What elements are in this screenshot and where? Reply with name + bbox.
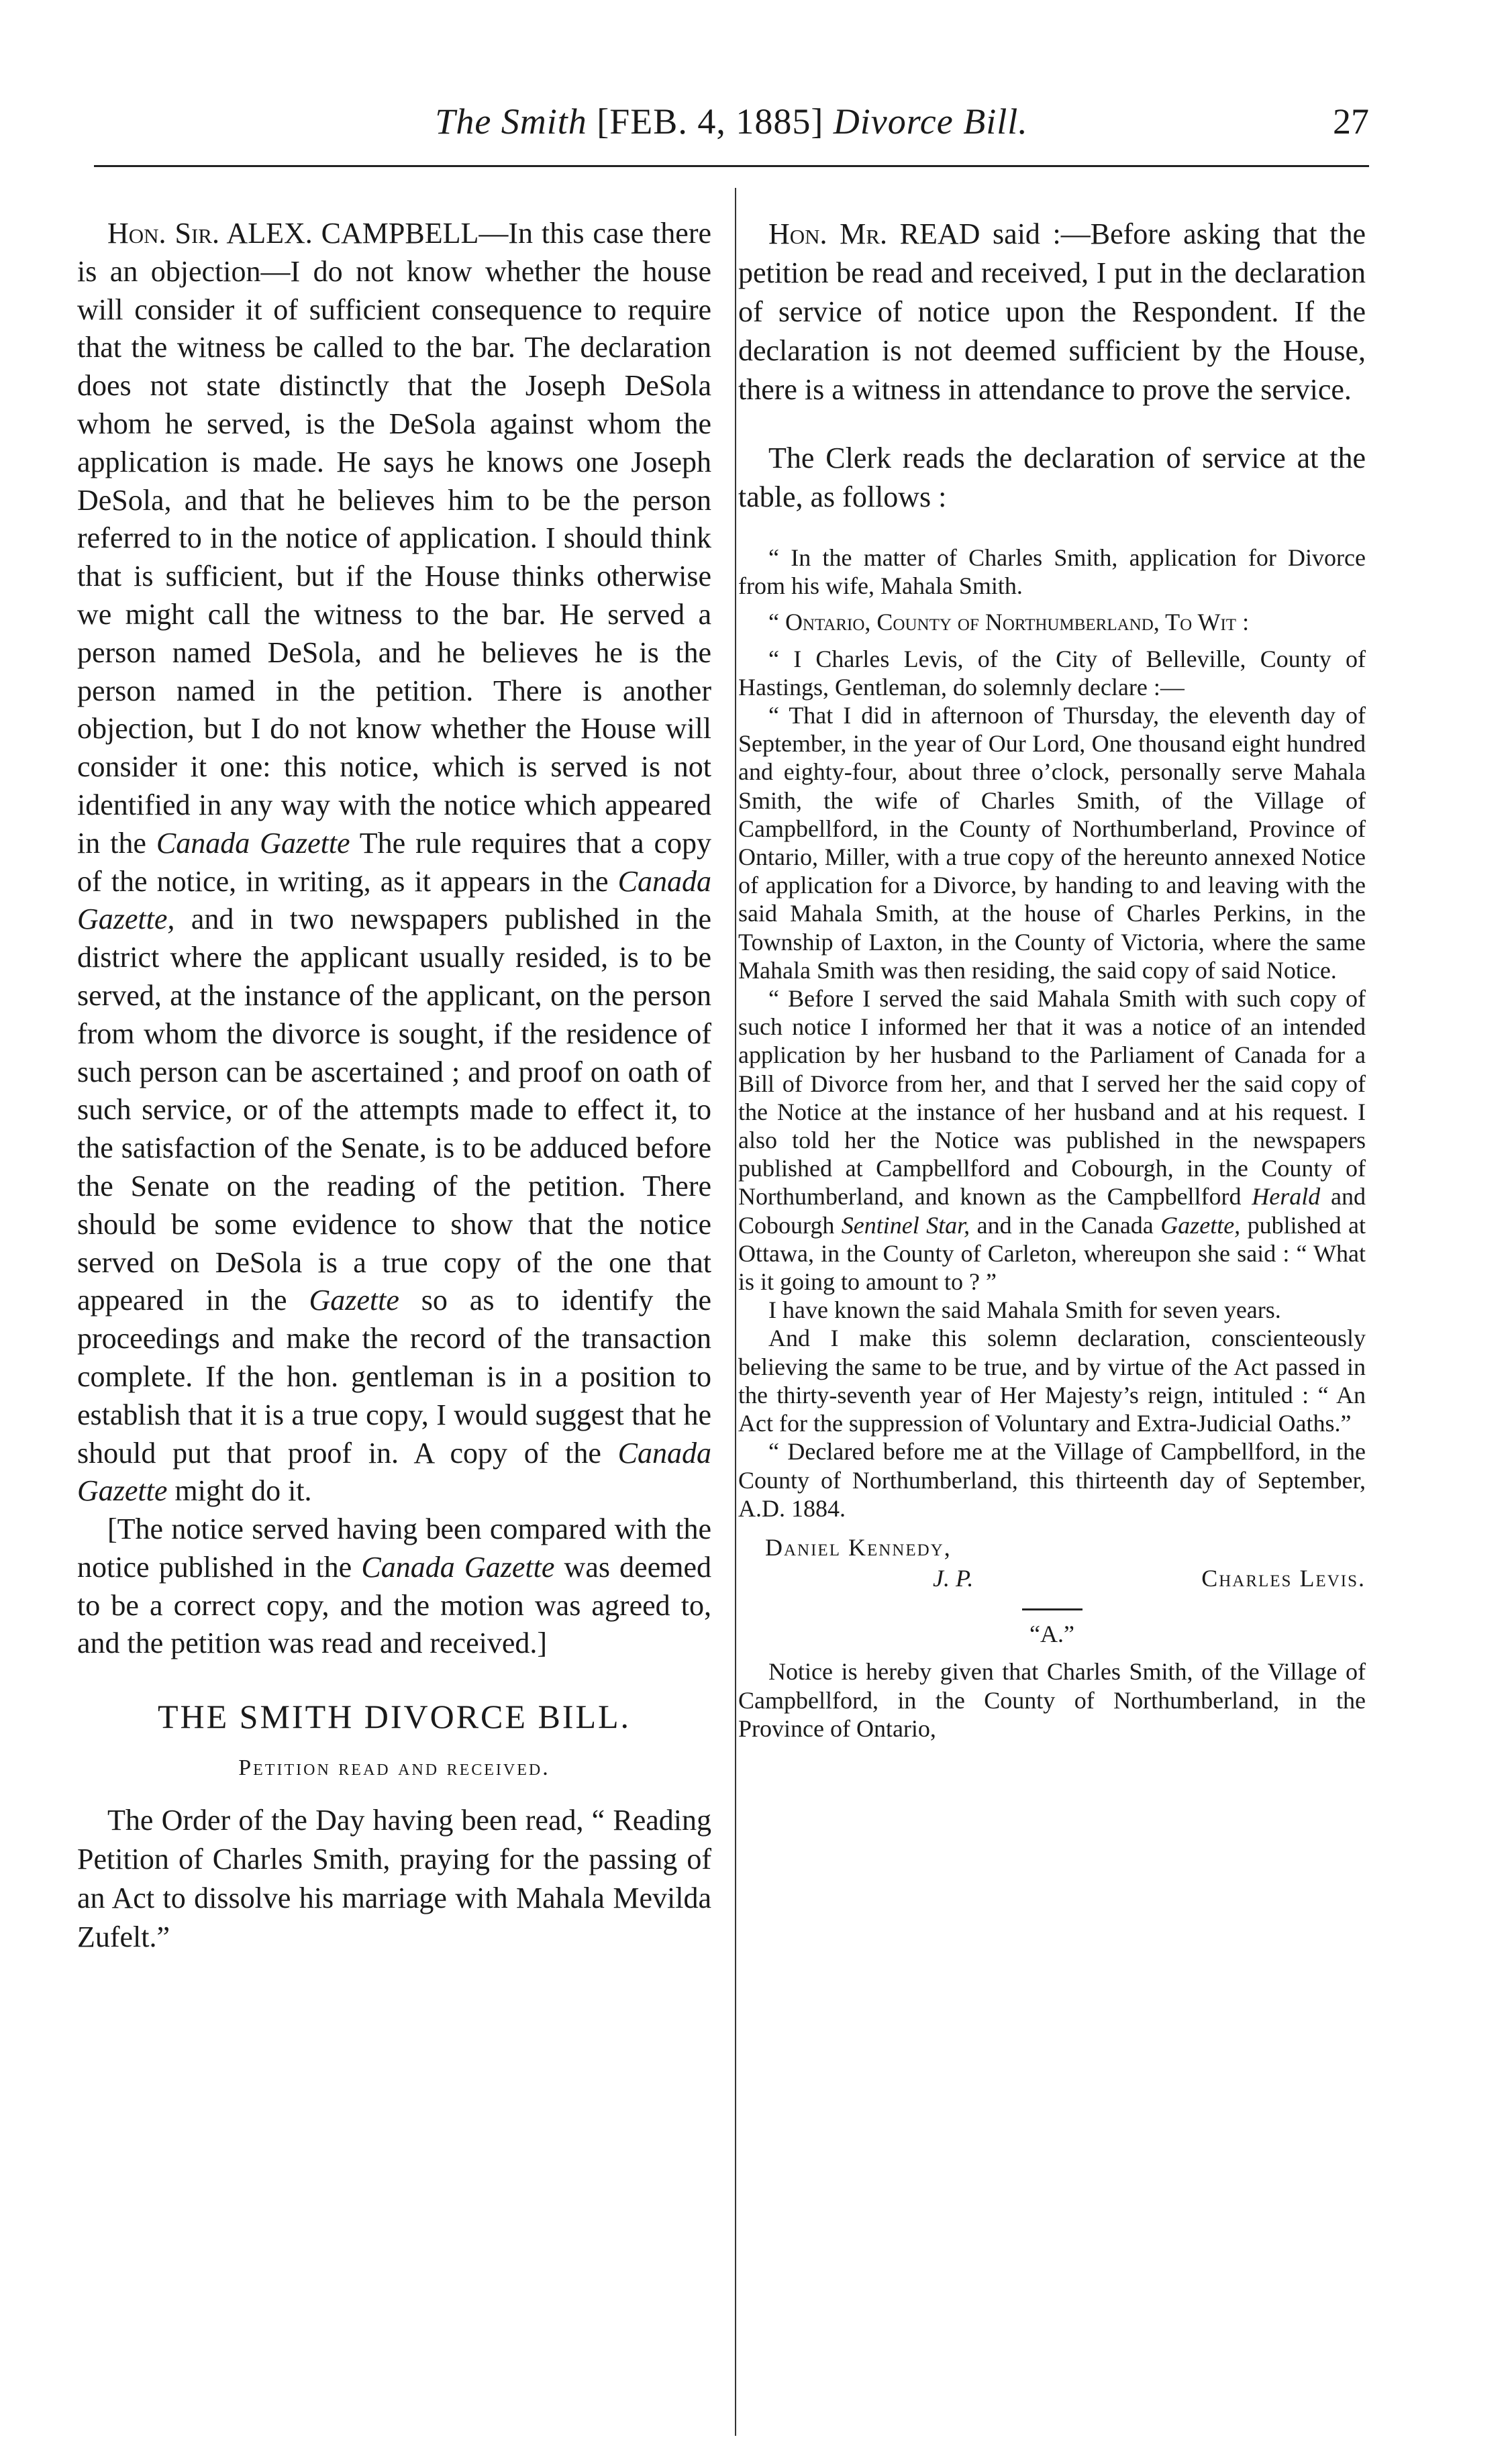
declaration-known: I have known the said Mahala Smith for seven years. bbox=[768, 1296, 1281, 1324]
jp-title: J. P. bbox=[933, 1564, 974, 1592]
newspaper-name: Herald bbox=[1252, 1183, 1321, 1211]
speech-text: and in two newspapers published in the district where the applicant usually resided, is to be served, at the instance of the applicant, on the person from whom the divorce is sought, if the residence of such person can be ascertained ; and proof on oath of such service, or of the attempts made to effect it, to the satisfaction of the Senate, is to be adduced before the Senate on the reading of the petition. There should be some evidence to show that the notice served on DeSola is a true copy of the one that appeared in the bbox=[77, 903, 711, 1317]
note-text: [The notice served having been compared with the notice published in the bbox=[77, 1512, 711, 1584]
declaration-text: “ Before I served the said Mahala Smith with such copy of such notice I informed her that it was a notice of an intended application by her husband to the Parliament of Canada for a Bill of Divorce from her, and that I served her the said copy of the Notice at the instance of her husband and at his request. I also told her the Notice was published in the newspapers published at Campbellford and Cobourgh, in the County of Northumberland, and known as the Campbellford bbox=[738, 985, 1366, 1211]
signatures bbox=[738, 1533, 1366, 1592]
speech-text: In this case there is an objection—I do not know whether the house will consider it of sufficient consequence to require that the witness be called to the bar. The declaration does not state distinctly that the Joseph DeSola whom he served, is the DeSola against whom the application is made. He says he knows one Joseph DeSola, and that he believes him to be the person referred to in the notice of application. I should think that is sufficient, but if the House thinks otherwise we might call the witness to the bar. He served a person named DeSola, and he believes he is the person named in the petition. There is another objection, but I do not know whether the House will consider it one: this notice, which is served is not identified in any way with the notice which appeared in the bbox=[77, 217, 711, 860]
declaration-intro: “ I Charles Levis, of the City of Belleville, County of Hastings, Gentleman, do solemnly declare :— bbox=[738, 645, 1366, 701]
header-rule bbox=[94, 165, 1369, 167]
declaration-solemn: And I make this solemn declaration, conscienteously believing the same to be true, and by virtue of the Act passed in the thirty-seventh year of Her Majesty’s reign, intituled : “ An Act for the suppression of Voluntary and Extra-Judicial Oaths.” bbox=[738, 1325, 1366, 1437]
declarant-name: Charles Levis. bbox=[1201, 1564, 1366, 1592]
newspaper-name: Sentinel Star, bbox=[841, 1211, 970, 1239]
header-left: The Smith bbox=[435, 101, 587, 142]
running-header bbox=[94, 101, 1369, 148]
gazette-ref: Canada Gazette bbox=[361, 1550, 555, 1584]
declaration-notice bbox=[738, 984, 1366, 1296]
declaration-text: and in the Canada bbox=[970, 1211, 1161, 1239]
speech-text: so as to identify the proceedings and make the record of the transaction complete. If the hon. gentleman is in a position to establish that it is a true copy, I would suggest that he should put that proof in. A copy of the bbox=[77, 1284, 712, 1470]
section-subheading: Petition read and received. bbox=[238, 1755, 550, 1781]
notice-text: Notice is hereby given that Charles Smith, of the Village of Campbellford, in the County of Northumberland, in the Province of Ontario, bbox=[738, 1658, 1366, 1742]
jp-name: Daniel Kennedy, bbox=[765, 1533, 952, 1561]
annex-rule bbox=[1022, 1608, 1083, 1610]
gazette-ref: Canada Gazette bbox=[77, 1436, 711, 1508]
header-title bbox=[94, 101, 1369, 142]
declaration-text: published at Ottawa, in the County of Carleton, whereupon she said : “ What is it going to amount to ? ” bbox=[738, 1211, 1366, 1296]
read-speech bbox=[738, 215, 1366, 409]
page-number: 27 bbox=[1333, 101, 1369, 142]
header-date: [FEB. 4, 1885] bbox=[597, 101, 824, 142]
declaration-place-date: “ Declared before me at the Village of Campbellford, in the County of Northumberland, this thirteenth day of September, A.D. 1884. bbox=[738, 1438, 1366, 1522]
declaration-venue: “ Ontario, County of Northumberland, To Wit : bbox=[768, 609, 1250, 636]
column-divider bbox=[735, 188, 736, 2436]
note-text: was deemed to be a correct copy, and the motion was agreed to, and the petition was read and received.] bbox=[77, 1550, 711, 1660]
gazette-ref: Gazette bbox=[309, 1284, 399, 1317]
right-column bbox=[738, 215, 1366, 1743]
annex-label: “A.” bbox=[1029, 1621, 1074, 1648]
speaker-name: Hon. Sir. ALEX. CAMPBELL— bbox=[107, 217, 509, 250]
speech-text: The rule requires that a copy of the notice, in writing, as it appears in the bbox=[77, 826, 711, 898]
order-of-day: The Order of the Day having been read, “ Reading Petition of Charles Smith, praying for the passing of an Act to dissolve his marriage with Mahala Mevilda Zufelt.” bbox=[77, 1803, 711, 1953]
declaration-title: “ In the matter of Charles Smith, application for Divorce from his wife, Mahala Smith. bbox=[738, 544, 1366, 600]
proceedings-note bbox=[77, 1510, 711, 1663]
campbell-speech bbox=[77, 215, 711, 1510]
clerk-reads: The Clerk reads the declaration of service at the table, as follows : bbox=[738, 442, 1366, 513]
declaration-service: “ That I did in afternoon of Thursday, the eleventh day of September, in the year of Our Lord, One thousand eight hundred and eighty-four, about three o’clock, personally serve Mahala Smith, the wife of Charles Smith, of the Village of Campbellford, in the County of Northumberland, Province of Ontario, Miller, with a true copy of the hereunto annexed Notice of application for a Divorce, by handing to and leaving with the said Mahala Smith, at the house of Charles Perkins, in the Township of Laxton, in the County of Victoria, where the same Mahala Smith was then residing, the said copy of said Notice. bbox=[738, 702, 1366, 984]
section-heading: THE SMITH DIVORCE BILL. bbox=[157, 1698, 632, 1736]
speech-text: might do it. bbox=[167, 1474, 312, 1508]
header-right: Divorce Bill. bbox=[833, 101, 1028, 142]
speaker-name: Hon. Mr. READ bbox=[768, 217, 980, 250]
left-column bbox=[77, 215, 711, 1957]
declaration bbox=[738, 544, 1366, 1743]
gazette-ref: Canada Gazette bbox=[156, 826, 350, 860]
signature-row bbox=[765, 1564, 1366, 1592]
declaration-text: and Cobourgh bbox=[738, 1183, 1366, 1239]
newspaper-name: Gazette, bbox=[1160, 1211, 1241, 1239]
gazette-ref: Canada Gazette, bbox=[77, 864, 711, 936]
speech-text: said :—Before asking that the petition be read and received, I put in the declaration of service of notice upon the Respondent. If the declaration is not deemed sufficient by the House, there is a witness in attendance to prove the service. bbox=[738, 217, 1366, 406]
